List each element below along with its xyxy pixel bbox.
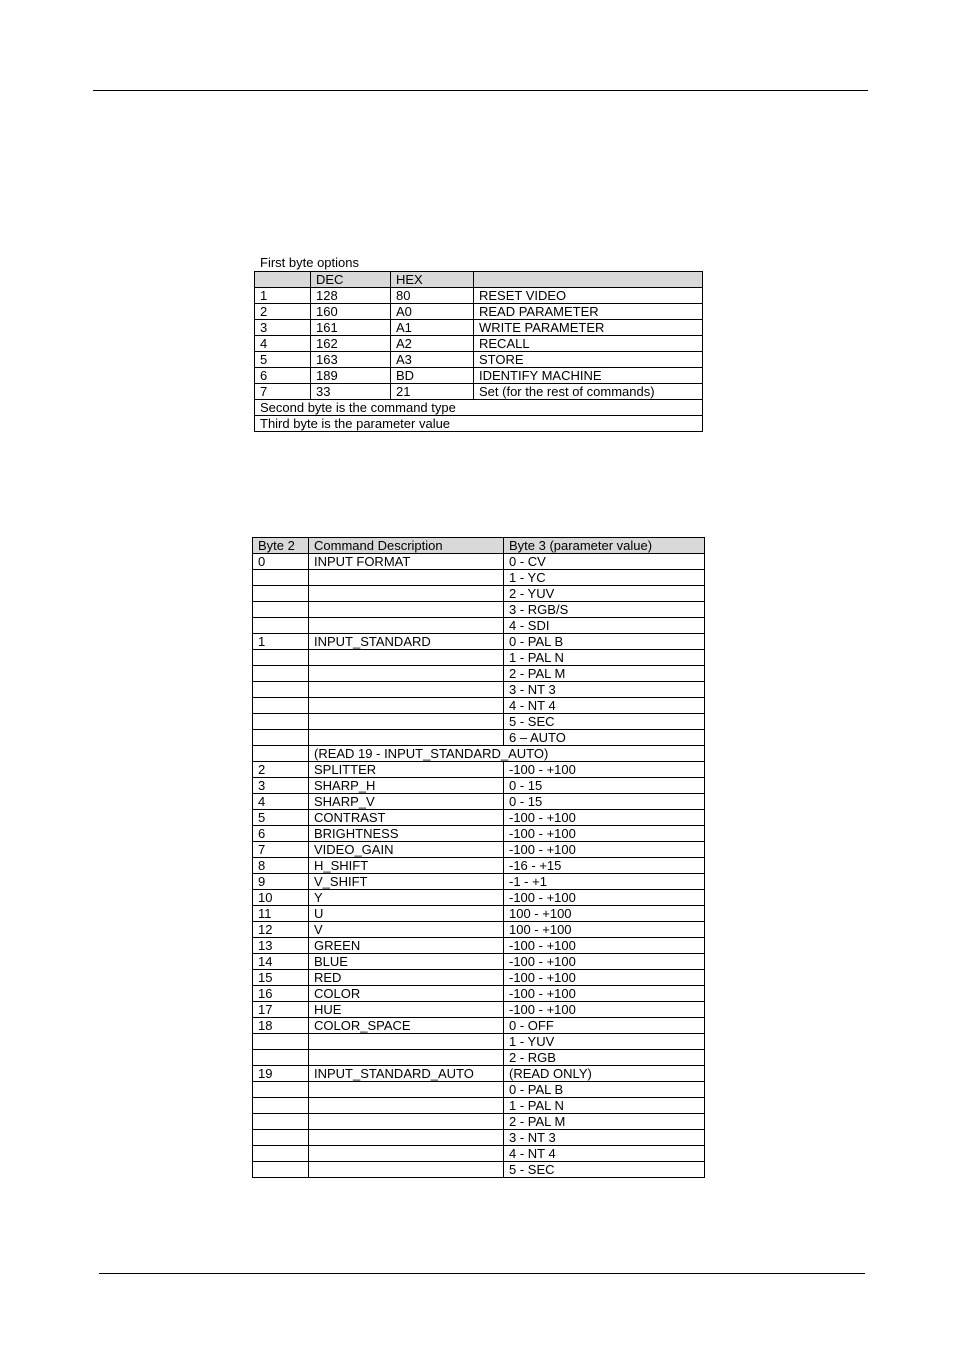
table-cell: U bbox=[309, 906, 504, 922]
table-cell: 3 - RGB/S bbox=[504, 602, 705, 618]
table-row bbox=[253, 858, 705, 874]
table-cell: CONTRAST bbox=[309, 810, 504, 826]
table-cell bbox=[253, 1146, 309, 1162]
table-cell bbox=[253, 1034, 309, 1050]
first-byte-options-table bbox=[254, 271, 703, 432]
table-cell: 19 bbox=[253, 1066, 309, 1082]
table-row bbox=[253, 586, 705, 602]
table-cell: V_SHIFT bbox=[309, 874, 504, 890]
table-cell: 2 - RGB bbox=[504, 1050, 705, 1066]
command-parameters-table bbox=[252, 537, 705, 1178]
table-cell: 3 - NT 3 bbox=[504, 1130, 705, 1146]
table-cell bbox=[309, 1146, 504, 1162]
table-cell bbox=[253, 1098, 309, 1114]
table-cell: -100 - +100 bbox=[504, 810, 705, 826]
table-row bbox=[253, 810, 705, 826]
table-cell: Y bbox=[309, 890, 504, 906]
table-cell: 160 bbox=[311, 304, 391, 320]
table-cell: 2 bbox=[255, 304, 311, 320]
table-cell: 1 - YUV bbox=[504, 1034, 705, 1050]
table-cell: READ PARAMETER bbox=[474, 304, 703, 320]
table-row bbox=[253, 954, 705, 970]
table-header-row bbox=[253, 538, 705, 554]
table-cell: 1 - YC bbox=[504, 570, 705, 586]
table-cell: 1 bbox=[255, 288, 311, 304]
table-cell: BLUE bbox=[309, 954, 504, 970]
table-cell: SHARP_H bbox=[309, 778, 504, 794]
table-cell bbox=[253, 682, 309, 698]
table-row bbox=[253, 1034, 705, 1050]
note-cell: Third byte is the parameter value bbox=[255, 416, 703, 432]
table-cell: V bbox=[309, 922, 504, 938]
table-cell: 0 - 15 bbox=[504, 794, 705, 810]
table-cell: 18 bbox=[253, 1018, 309, 1034]
table-cell: 1 - PAL N bbox=[504, 650, 705, 666]
table-cell: 5 - SEC bbox=[504, 1162, 705, 1178]
table-cell bbox=[253, 618, 309, 634]
table-cell: (READ 19 - INPUT_STANDARD_AUTO) bbox=[309, 746, 705, 762]
table-row bbox=[253, 842, 705, 858]
table-cell: 5 bbox=[255, 352, 311, 368]
table-row bbox=[253, 906, 705, 922]
table-cell bbox=[253, 1114, 309, 1130]
table-cell: -1 - +1 bbox=[504, 874, 705, 890]
table-cell: 13 bbox=[253, 938, 309, 954]
table-cell: Set (for the rest of commands) bbox=[474, 384, 703, 400]
table-cell bbox=[309, 586, 504, 602]
table-cell: RESET VIDEO bbox=[474, 288, 703, 304]
table-cell bbox=[309, 1050, 504, 1066]
table-cell: 5 - SEC bbox=[504, 714, 705, 730]
table-cell bbox=[253, 586, 309, 602]
table-cell: SHARP_V bbox=[309, 794, 504, 810]
table-row bbox=[255, 336, 703, 352]
table-cell bbox=[309, 618, 504, 634]
table-row bbox=[253, 1130, 705, 1146]
note-cell: Second byte is the command type bbox=[255, 400, 703, 416]
table-row bbox=[255, 368, 703, 384]
table-row bbox=[253, 554, 705, 570]
table-cell: -100 - +100 bbox=[504, 938, 705, 954]
header-cell bbox=[255, 272, 311, 288]
table-cell: 33 bbox=[311, 384, 391, 400]
table-cell: 3 bbox=[255, 320, 311, 336]
table-cell: 0 - OFF bbox=[504, 1018, 705, 1034]
table-cell bbox=[309, 1114, 504, 1130]
table-row bbox=[255, 288, 703, 304]
table-cell bbox=[309, 666, 504, 682]
table-cell: INPUT FORMAT bbox=[309, 554, 504, 570]
table-cell: 14 bbox=[253, 954, 309, 970]
table-cell: -100 - +100 bbox=[504, 842, 705, 858]
table-cell bbox=[309, 1034, 504, 1050]
table-row bbox=[253, 986, 705, 1002]
table-cell: GREEN bbox=[309, 938, 504, 954]
table-row bbox=[253, 826, 705, 842]
table-row bbox=[253, 1146, 705, 1162]
table-cell: STORE bbox=[474, 352, 703, 368]
table-row bbox=[255, 352, 703, 368]
table-cell bbox=[253, 666, 309, 682]
table-cell: 4 bbox=[255, 336, 311, 352]
header-cell: HEX bbox=[391, 272, 474, 288]
table-cell bbox=[253, 698, 309, 714]
table-row bbox=[253, 922, 705, 938]
table-cell: BD bbox=[391, 368, 474, 384]
table-cell: 9 bbox=[253, 874, 309, 890]
table-cell bbox=[253, 1082, 309, 1098]
header-rule bbox=[93, 90, 868, 91]
table-row bbox=[253, 698, 705, 714]
table-cell: 0 - 15 bbox=[504, 778, 705, 794]
table-cell bbox=[253, 650, 309, 666]
header-cell: Byte 3 (parameter value) bbox=[504, 538, 705, 554]
table-cell bbox=[253, 714, 309, 730]
table-cell: 6 – AUTO bbox=[504, 730, 705, 746]
table-cell: 5 bbox=[253, 810, 309, 826]
table-row bbox=[253, 714, 705, 730]
table-note-row bbox=[255, 400, 703, 416]
table-cell bbox=[309, 602, 504, 618]
table-cell: 0 bbox=[253, 554, 309, 570]
table-cell: 162 bbox=[311, 336, 391, 352]
table-cell bbox=[309, 1082, 504, 1098]
table-cell bbox=[309, 570, 504, 586]
table-cell: H_SHIFT bbox=[309, 858, 504, 874]
header-cell: Byte 2 bbox=[253, 538, 309, 554]
table-cell: -100 - +100 bbox=[504, 826, 705, 842]
table-cell bbox=[253, 730, 309, 746]
table-cell: 6 bbox=[253, 826, 309, 842]
table-row bbox=[253, 1098, 705, 1114]
table-cell: 7 bbox=[253, 842, 309, 858]
table-row bbox=[253, 1082, 705, 1098]
table-cell: WRITE PARAMETER bbox=[474, 320, 703, 336]
table-cell: IDENTIFY MACHINE bbox=[474, 368, 703, 384]
table-row bbox=[253, 682, 705, 698]
header-cell: DEC bbox=[311, 272, 391, 288]
table-cell: 2 bbox=[253, 762, 309, 778]
table-cell: 1 - PAL N bbox=[504, 1098, 705, 1114]
table-cell: -100 - +100 bbox=[504, 954, 705, 970]
table-cell: -100 - +100 bbox=[504, 762, 705, 778]
table-cell: 80 bbox=[391, 288, 474, 304]
table-cell bbox=[253, 1130, 309, 1146]
table-cell bbox=[253, 1162, 309, 1178]
table-cell: A3 bbox=[391, 352, 474, 368]
table-row bbox=[253, 1050, 705, 1066]
table-row bbox=[253, 570, 705, 586]
table-cell: 100 - +100 bbox=[504, 906, 705, 922]
table-cell: COLOR_SPACE bbox=[309, 1018, 504, 1034]
table-cell bbox=[309, 698, 504, 714]
table-row bbox=[253, 666, 705, 682]
table-cell bbox=[309, 650, 504, 666]
table-cell: (READ ONLY) bbox=[504, 1066, 705, 1082]
table-cell bbox=[253, 746, 309, 762]
table-cell: 17 bbox=[253, 1002, 309, 1018]
table-cell: SPLITTER bbox=[309, 762, 504, 778]
table-row bbox=[253, 762, 705, 778]
table-cell: 21 bbox=[391, 384, 474, 400]
table-note-row bbox=[255, 416, 703, 432]
table-row bbox=[253, 602, 705, 618]
table-cell: -100 - +100 bbox=[504, 890, 705, 906]
header-cell: Command Description bbox=[309, 538, 504, 554]
table-cell: 4 - SDI bbox=[504, 618, 705, 634]
table-row bbox=[253, 1114, 705, 1130]
table-cell: A1 bbox=[391, 320, 474, 336]
table-cell: RECALL bbox=[474, 336, 703, 352]
table-header-row bbox=[255, 272, 703, 288]
table-cell: 0 - PAL B bbox=[504, 634, 705, 650]
table-row bbox=[253, 1002, 705, 1018]
table-cell: COLOR bbox=[309, 986, 504, 1002]
table-cell: 7 bbox=[255, 384, 311, 400]
header-cell bbox=[474, 272, 703, 288]
table-row bbox=[253, 634, 705, 650]
table-cell: 2 - PAL M bbox=[504, 1114, 705, 1130]
table-cell: 163 bbox=[311, 352, 391, 368]
table-cell bbox=[309, 682, 504, 698]
table-row bbox=[255, 304, 703, 320]
table-cell: BRIGHTNESS bbox=[309, 826, 504, 842]
table-cell: INPUT_STANDARD_AUTO bbox=[309, 1066, 504, 1082]
table-cell: 15 bbox=[253, 970, 309, 986]
table-row bbox=[253, 618, 705, 634]
table-cell: 11 bbox=[253, 906, 309, 922]
table-cell: -16 - +15 bbox=[504, 858, 705, 874]
table-cell: 8 bbox=[253, 858, 309, 874]
table-row bbox=[255, 384, 703, 400]
table-cell bbox=[253, 602, 309, 618]
table-cell: 2 - PAL M bbox=[504, 666, 705, 682]
table-row bbox=[255, 320, 703, 336]
table-cell bbox=[253, 570, 309, 586]
table-row bbox=[253, 746, 705, 762]
table-cell: 12 bbox=[253, 922, 309, 938]
table-cell bbox=[309, 1162, 504, 1178]
table-cell: 161 bbox=[311, 320, 391, 336]
table-cell: 0 - PAL B bbox=[504, 1082, 705, 1098]
table-cell bbox=[309, 1130, 504, 1146]
table-row bbox=[253, 778, 705, 794]
table-cell: 100 - +100 bbox=[504, 922, 705, 938]
table-cell: 2 - YUV bbox=[504, 586, 705, 602]
table-row bbox=[253, 1066, 705, 1082]
table-cell: 6 bbox=[255, 368, 311, 384]
table-cell: HUE bbox=[309, 1002, 504, 1018]
table-cell bbox=[253, 1050, 309, 1066]
table-row bbox=[253, 970, 705, 986]
table-cell: 10 bbox=[253, 890, 309, 906]
footer-rule bbox=[99, 1273, 865, 1274]
table-cell: INPUT_STANDARD bbox=[309, 634, 504, 650]
table-cell: RED bbox=[309, 970, 504, 986]
table-cell: 16 bbox=[253, 986, 309, 1002]
table-cell bbox=[309, 1098, 504, 1114]
table-cell: 3 - NT 3 bbox=[504, 682, 705, 698]
table-row bbox=[253, 874, 705, 890]
table-cell: A2 bbox=[391, 336, 474, 352]
table-cell: 4 - NT 4 bbox=[504, 698, 705, 714]
table-cell: 3 bbox=[253, 778, 309, 794]
table-cell: 189 bbox=[311, 368, 391, 384]
table-cell: -100 - +100 bbox=[504, 1002, 705, 1018]
table-cell bbox=[309, 714, 504, 730]
table-cell: 4 - NT 4 bbox=[504, 1146, 705, 1162]
table-cell: A0 bbox=[391, 304, 474, 320]
table-cell: VIDEO_GAIN bbox=[309, 842, 504, 858]
table-row bbox=[253, 890, 705, 906]
table1-caption: First byte options bbox=[260, 255, 359, 270]
table-cell: 1 bbox=[253, 634, 309, 650]
table-row bbox=[253, 730, 705, 746]
table-row bbox=[253, 650, 705, 666]
table-row bbox=[253, 938, 705, 954]
table-cell: 0 - CV bbox=[504, 554, 705, 570]
table-row bbox=[253, 794, 705, 810]
table-row bbox=[253, 1162, 705, 1178]
table-cell: -100 - +100 bbox=[504, 970, 705, 986]
table-cell: -100 - +100 bbox=[504, 986, 705, 1002]
table-row bbox=[253, 1018, 705, 1034]
table-cell bbox=[309, 730, 504, 746]
table-cell: 4 bbox=[253, 794, 309, 810]
table-cell: 128 bbox=[311, 288, 391, 304]
